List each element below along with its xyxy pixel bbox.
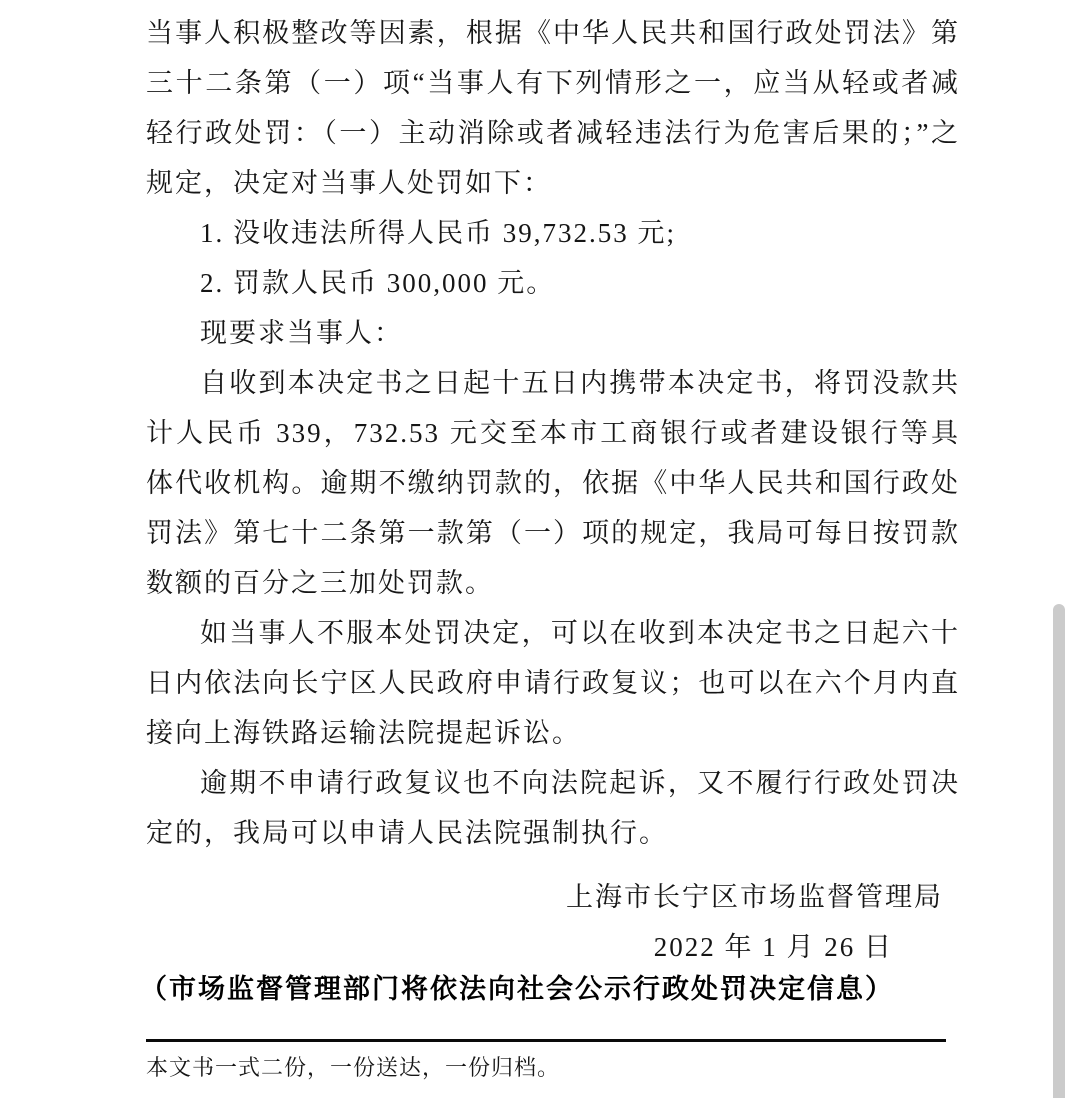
penalty-item-1: 1. 没收违法所得人民币 39,732.53 元; — [200, 218, 677, 248]
payment-instructions-paragraph: 自收到本决定书之日起十五日内携带本决定书，将罚没款共计人民币 339，732.53 元交至本市工商银行或者建设银行等具体代收机构。逾期不缴纳罚款的，依据《中华人民共和国行政处罚法》第七十二条第一款第（一）项的规定，我局可每日按罚款数额的百分之三加处罚款。 — [146, 368, 960, 598]
appeal-rights-paragraph: 如当事人不服本处罚决定，可以在收到本决定书之日起六十日内依法向长宁区人民政府申请行政复议；也可以在六个月内直接向上海铁路运输法院提起诉讼。 — [146, 618, 960, 748]
body-paragraph-continuation: 当事人积极整改等因素，根据《中华人民共和国行政处罚法》第三十二条第（一）项“当事人有下列情形之一，应当从轻或者减轻行政处罚：（一）主动消除或者减轻违法行为危害后果的；”之规定，决定对当事人处罚如下： — [146, 18, 960, 198]
issuing-authority: 上海市长宁区市场监督管理局 — [566, 882, 943, 912]
divider-line — [146, 1039, 946, 1042]
copies-note: 本文书一式二份，一份送达，一份归档。 — [146, 1055, 561, 1080]
scrollbar-thumb[interactable] — [1053, 604, 1065, 1098]
penalty-item-2: 2. 罚款人民币 300,000 元。 — [200, 268, 556, 298]
public-disclosure-notice: （市场监督管理部门将依法向社会公示行政处罚决定信息） — [140, 974, 894, 1004]
decision-date: 2022 年 1 月 26 日 — [653, 932, 893, 962]
enforcement-paragraph: 逾期不申请行政复议也不向法院起诉，又不履行行政处罚决定的，我局可以申请人民法院强制执行。 — [146, 768, 960, 848]
document-page — [140, 8, 960, 1086]
requirement-intro: 现要求当事人： — [200, 318, 403, 348]
